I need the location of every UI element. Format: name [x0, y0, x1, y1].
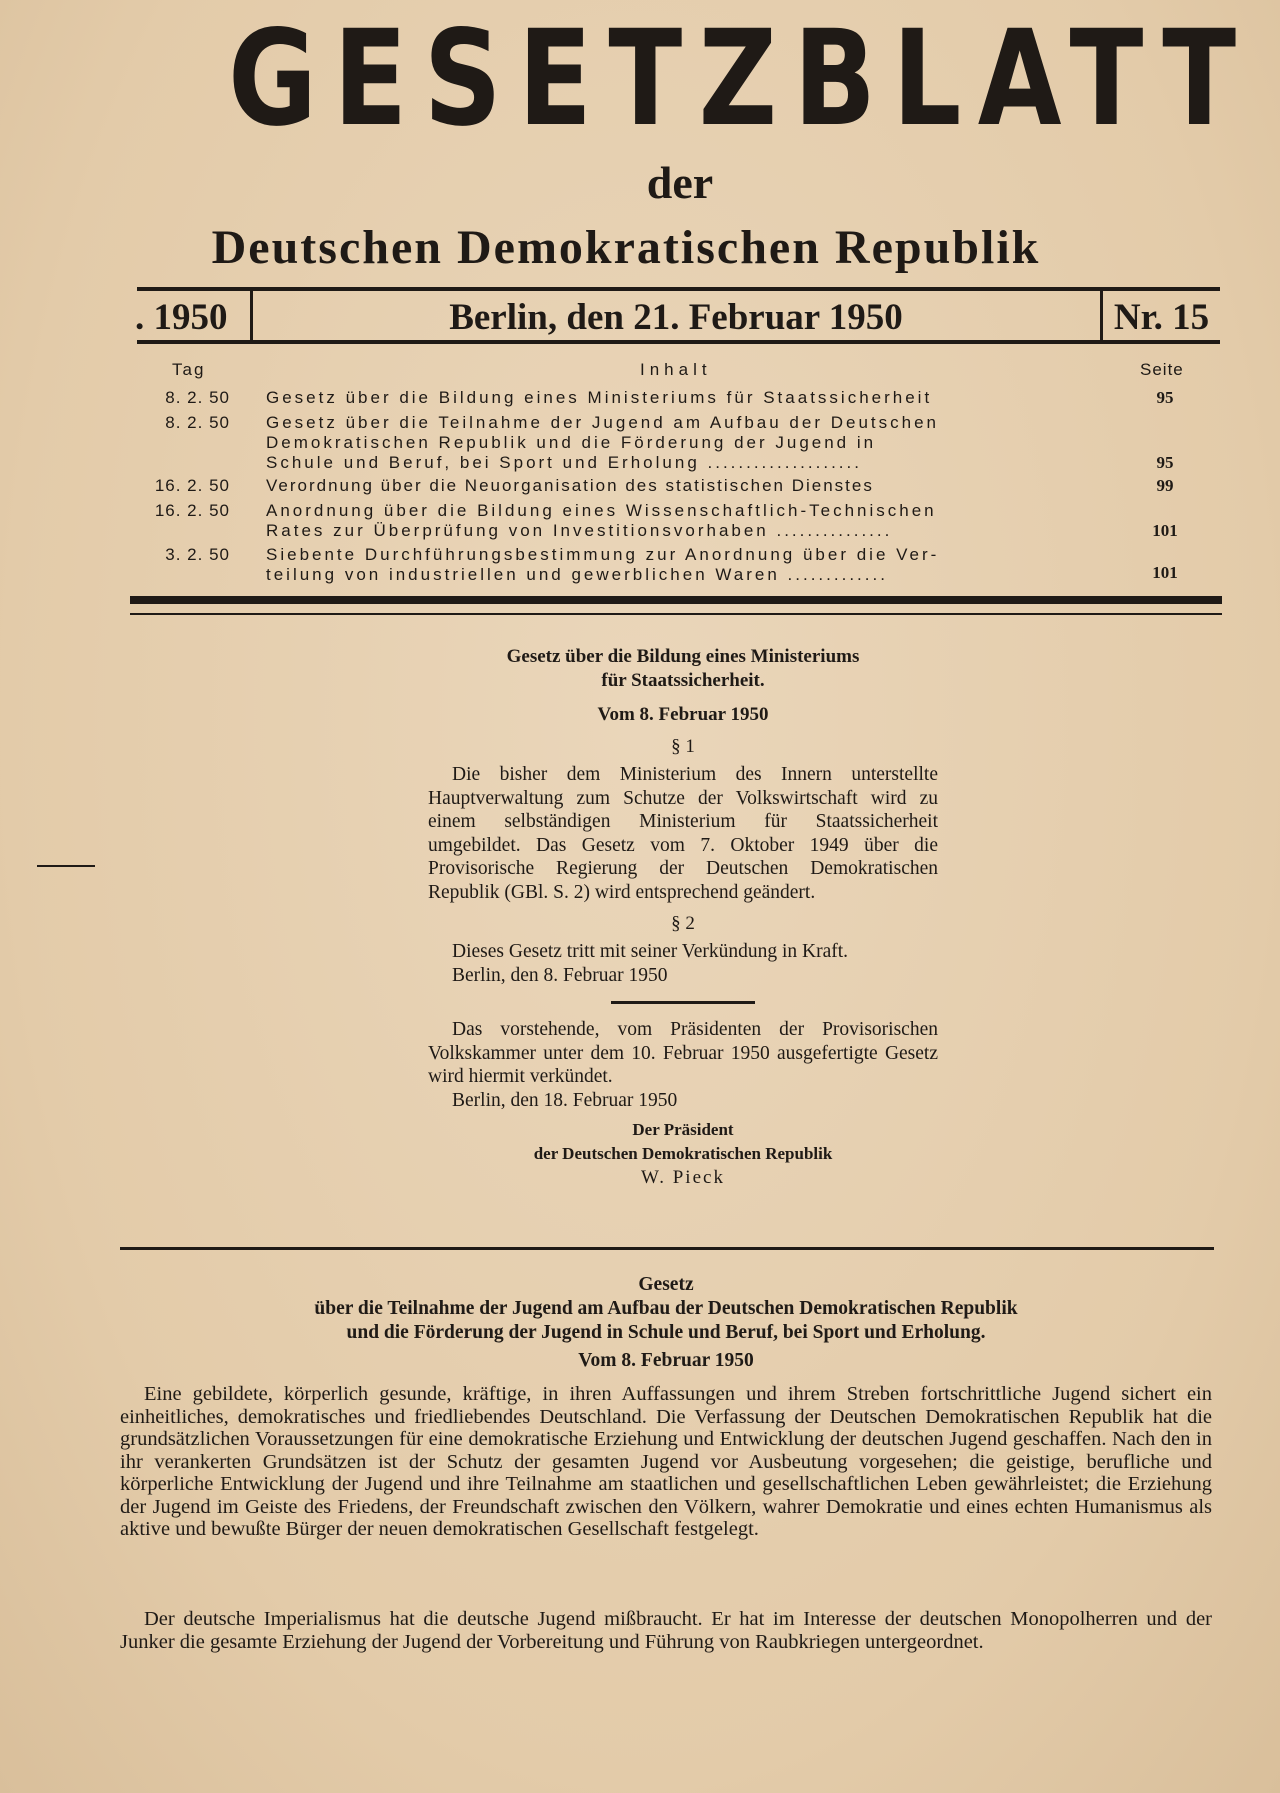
law2-para2: Der deutsche Imperialismus hat die deutsche Jugend mißbraucht. Er hat im Interesse der deutschen Monopolherren und der Junker die gesamte Erziehung der Jugend der Vorbereitung und Führung von Raubkriegen untergeordnet.: [120, 1608, 1212, 1653]
issue-number: Nr. 15: [1113, 297, 1210, 338]
law1-promulgation-place: Berlin, den 18. Februar 1950: [452, 1089, 678, 1111]
toc-col-tag: Tag: [172, 360, 206, 379]
law1-sig-name: W. Pieck: [641, 1167, 725, 1188]
toc-entry-text: Verordnung über die Neuorganisation des statistischen Dienstes: [266, 476, 874, 495]
masthead-title: GESETZBLATT: [228, 2, 1253, 156]
toc-entry-seite: 101: [1152, 563, 1178, 582]
toc-thin-rule: [130, 613, 1222, 615]
law1-s2-place: Berlin, den 8. Februar 1950: [452, 964, 668, 986]
section-rule: [120, 1247, 1214, 1250]
law1-s2-label: § 2: [671, 913, 695, 934]
rule-bottom: [137, 340, 1220, 344]
law1-s1-text: Die bisher dem Ministerium des Innern unterstellte Hauptverwaltung zum Schutze der Volkswirtschaft wird zu einem selbständigen Ministerium für Staatssicherheit umgebildet. Das Gesetz vom 7. Oktober 1949 über die Provisorische Regierung der Deutschen Demokratischen Republik (GBl. S. 2) wird entsprechend geändert.: [428, 764, 938, 903]
law1-title-line2: für Staatssicherheit.: [601, 670, 765, 691]
toc-entry-tag: 3. 2. 50: [165, 545, 230, 564]
toc-entry-tag: 8. 2. 50: [165, 388, 230, 407]
toc-entry-tag: 16. 2. 50: [154, 476, 230, 495]
toc-entry-text: Gesetz über die Teilnahme der Jugend am Aufbau der Deutschen Demokratischen Republik und die Förderung der Jugend in Schule und Beruf, bei Sport und Erholung ....................: [266, 413, 939, 472]
law2-title-line3: und die Förderung der Jugend in Schule und Beruf, bei Sport und Erholung.: [346, 1322, 986, 1343]
masthead-republic: Deutschen Demokratischen Republik: [211, 221, 1041, 274]
law1-s1-label: § 1: [671, 736, 695, 757]
toc-entry-seite: 95: [1156, 453, 1174, 472]
law1-s2-text: Dieses Gesetz tritt mit seiner Verkündung in Kraft.: [452, 941, 849, 962]
toc-col-inhalt: Inhalt: [640, 360, 712, 379]
law2-title-line1: Gesetz: [638, 1274, 694, 1295]
toc-thick-rule: [130, 596, 1222, 604]
toc-col-seite: Seite: [1140, 360, 1184, 379]
toc-entry: [140, 501, 1195, 545]
law1-title-line1: Gesetz über die Bildung eines Ministeriums: [506, 646, 860, 667]
toc-entry-text: Gesetz über die Bildung eines Ministeriums für Staatssicherheit: [266, 388, 933, 407]
issue-place-date: Berlin, den 21. Februar 1950: [449, 297, 903, 338]
law2-para1: Eine gebildete, körperlich gesunde, kräftige, in ihren Auffassungen und ihrem Streben fortschrittliche Jugend sichert ein einheitliches, demokratisches und friedliebendes Deutschland. Die Verfassung der Deutschen Demokratischen Republik hat die grundsätzlichen Voraussetzungen für eine demokratische Erziehung und Entwicklung der deutschen Jugend geschaffen. Nach den in ihr verankerten Grundsätzen ist der Schutz der gesamten Jugend vor Ausbeutung vorgesehen; die geistige, berufliche und körperliche Entwicklung der Jugend und ihre Teilnahme am staatlichen und gesellschaftlichen Leben gewährleistet; die Erziehung der Jugend im Geiste des Friedens, der Freundschaft zwischen den Völkern, wahrer Demokratie und eines echten Humanismus als aktive und bewußte Bürger der neuen demokratischen Gesellschaft festgelegt.: [120, 1383, 1212, 1540]
law2-title-line2: über die Teilnahme der Jugend am Aufbau der Deutschen Demokratischen Republik: [314, 1298, 1018, 1319]
toc-entry: [140, 476, 1195, 498]
toc-entry: [140, 545, 1195, 589]
law1-sig-line2: der Deutschen Demokratischen Republik: [533, 1144, 833, 1163]
masthead-der: der: [646, 157, 714, 208]
toc-entry-seite: 95: [1156, 388, 1174, 407]
margin-mark: [37, 865, 95, 867]
law2-date: Vom 8. Februar 1950: [578, 1350, 754, 1371]
toc-entry: [140, 413, 1195, 477]
law1-block: [428, 645, 938, 1190]
law1-promulgation: Das vorstehende, vom Präsidenten der Provisorischen Volkskammer unter dem 10. Februar 1950 ausgefertigte Gesetz wird hiermit verkündet.: [428, 1019, 938, 1087]
law1-sig-line1: Der Präsident: [632, 1120, 734, 1139]
toc-entry-text: Anordnung über die Bildung eines Wissenschaftlich-Technischen Rates zur Überprüfung von Investitionsvorhaben ...............: [266, 501, 937, 540]
toc-entry-tag: 16. 2. 50: [154, 501, 230, 520]
toc-entry-text: Siebente Durchführungsbestimmung zur Anordnung über die Ver- teilung von industriellen und gewerblichen Waren .............: [266, 545, 940, 584]
rule-top: [137, 287, 1220, 291]
toc-entry-tag: 8. 2. 50: [165, 413, 230, 432]
toc-entry-seite: 101: [1152, 521, 1178, 540]
law1-date: Vom 8. Februar 1950: [597, 704, 769, 725]
issue-year: . 1950: [135, 297, 228, 338]
law1-divider: [611, 1001, 755, 1004]
toc-entry-seite: 99: [1156, 476, 1174, 495]
toc-entry: [140, 388, 1195, 410]
